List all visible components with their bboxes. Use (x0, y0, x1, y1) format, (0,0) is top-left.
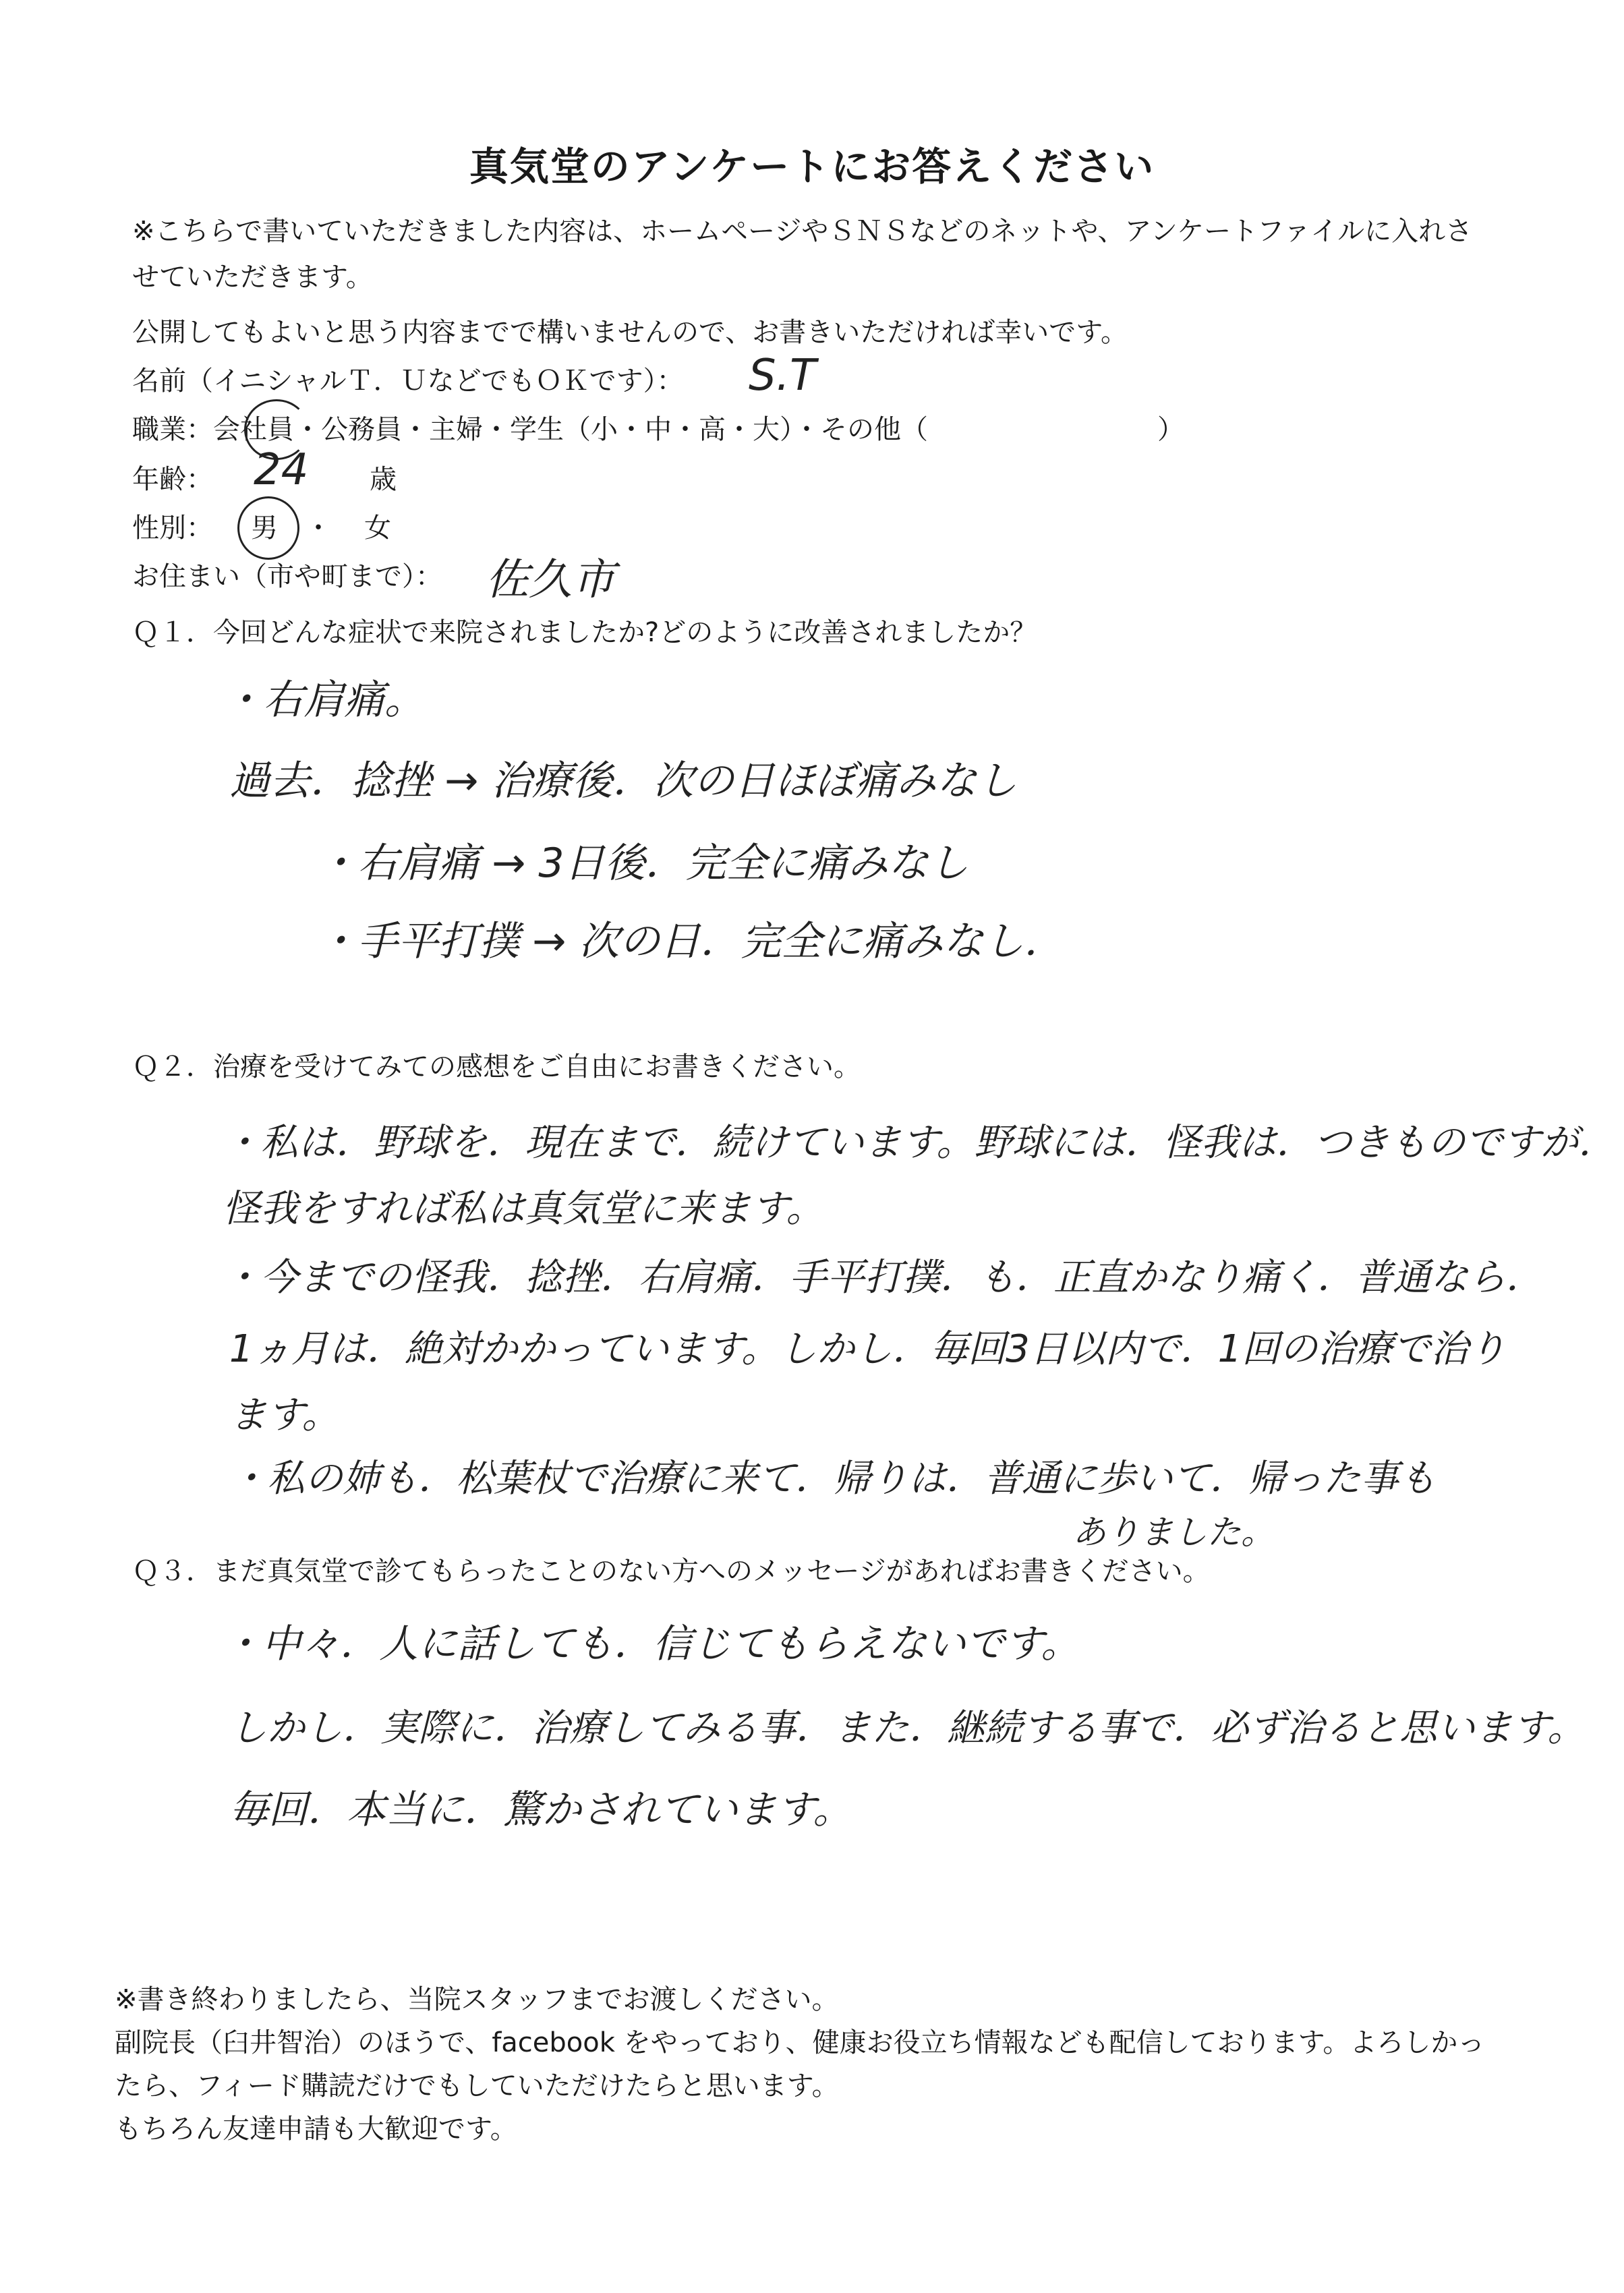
q1-answer-4: ・手平打撲 → 次の日．完全に痛みなし． (317, 918, 1065, 965)
q3-answer-2: しかし．実際に．治療してみる事．また．継続する事で．必ず治ると思います。 (229, 1706, 1586, 1750)
q3-answer-1: ・中々．人に話しても．信じてもらえないです。 (223, 1621, 1080, 1666)
gender-male: 男 (251, 513, 278, 544)
page-title: 真気堂のアンケートにお答えください (469, 144, 1155, 190)
q3-question: Ｑ３．まだ真気堂で診てもらったことのない方へのメッセージがあればお書きください。 (132, 1556, 1210, 1587)
q1-question: Ｑ１．今回どんな症状で来院されましたか?どのように改善されましたか？ (132, 617, 1037, 648)
age-value: 24 (254, 445, 309, 495)
gender-label: 性別： (132, 513, 213, 544)
residence-value: 佐久市 (486, 555, 615, 605)
q1-answer-3: ・右肩痛 → 3日後．完全に痛みなし (317, 840, 969, 887)
intro-text-1: ※こちらで書いていただきました内容は、ホームページやＳＮＳなどのネットや、アンケートファイルに入れさ (132, 216, 1473, 247)
q2-question: Ｑ２．治療を受けてみての感想をご自由にお書きください。 (132, 1051, 861, 1082)
footer-line-2: 副院長（臼井智治）のほうで、facebook をやっており、健康お役立ち情報なども配信しております。よろしかっ (115, 2027, 1485, 2058)
q2-answer-6: ・私の姉も．松葉杖で治療に来て．帰りは．普通に歩いて．帰った事も (229, 1457, 1437, 1501)
q1-answer-2: 過去．捻挫 → 治療後．次の日ほぼ痛みなし (229, 757, 1018, 805)
intro-text-3: 公開してもよいと思う内容までで構いませんので、お書きいただければ幸いです。 (132, 317, 1128, 348)
q2-answer-1: ・私は．野球を．現在まで．続けています。野球には．怪我は．つきものですが． (223, 1121, 1617, 1165)
footer-line-1: ※書き終わりましたら、当院スタッフまでお渡しください。 (115, 1984, 839, 2015)
name-label: 名前（イニシャルＴ．ＵなどでもＯＫです）： (132, 366, 684, 397)
intro-text-2: せていただきます。 (132, 262, 373, 293)
footer-line-4: もちろん友達申請も大歓迎です。 (115, 2114, 517, 2145)
q2-answer-4: 1ヵ月は．絶対かかっています。しかし．毎回3日以内で．1回の治療で治り (229, 1327, 1507, 1371)
q2-answer-3: ・今までの怪我．捻挫．右肩痛．手平打撲．も．正直かなり痛く．普通なら． (223, 1256, 1544, 1300)
name-value: S.T (749, 351, 817, 401)
age-label: 年齢： (132, 464, 213, 495)
gender-separator: ・ (305, 513, 332, 544)
footer-line-3: たら、フィード購読だけでもしていただけたらと思います。 (115, 2070, 839, 2101)
gender-female: 女 (364, 513, 391, 544)
gender-selection-circle (237, 496, 299, 560)
age-unit: 歳 (370, 464, 397, 495)
q2-answer-2: 怪我をすれば私は真気堂に来ます。 (223, 1187, 824, 1231)
residence-label: お住まい（市や町まで）： (132, 561, 442, 592)
q2-answer-7: ありました。 (1072, 1513, 1275, 1552)
q1-answer-1: ・右肩痛。 (223, 676, 425, 724)
job-options: 会社員・公務員・主婦・学生（小・中・高・大）・その他（ (213, 414, 928, 445)
job-close-paren: ） (1157, 414, 1184, 445)
job-label: 職業： (132, 414, 213, 445)
q3-answer-3: 毎回．本当に．驚かされています。 (229, 1787, 852, 1832)
q2-answer-5: ます。 (229, 1393, 340, 1437)
